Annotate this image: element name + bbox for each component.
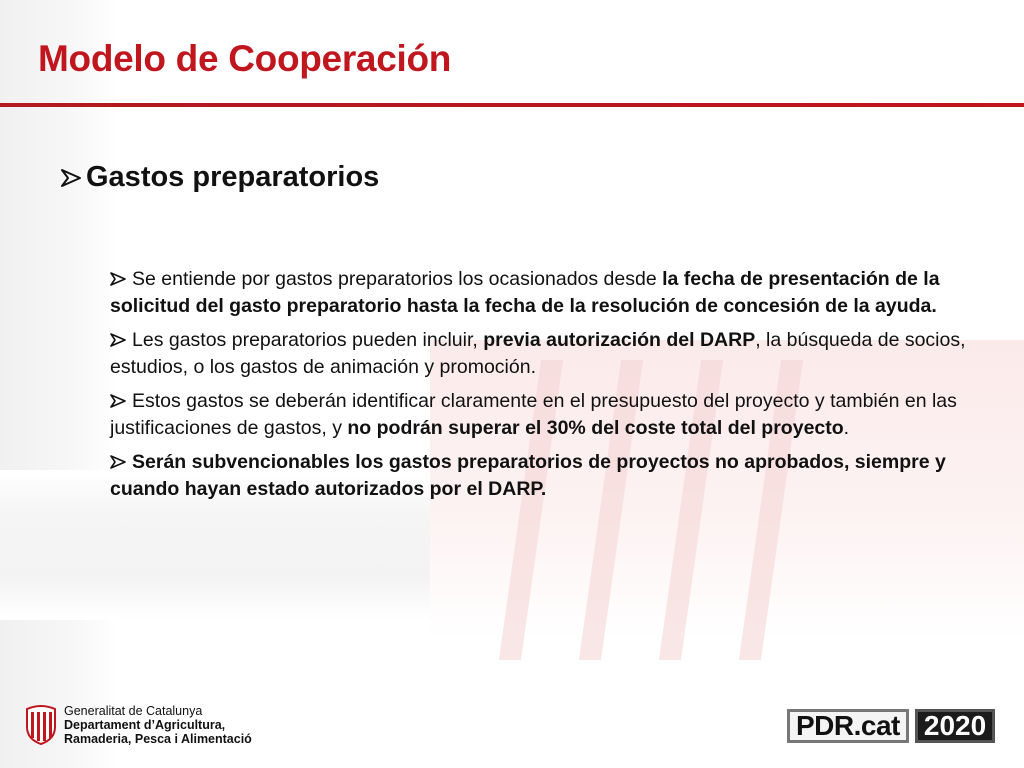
bullet-item — [110, 327, 1000, 381]
bullet-text: , la búsqueda de socios, estudios, o los gastos de animación y promoción. — [110, 329, 966, 378]
bullet-text-bold: Serán subvencionables los gastos preparatorios de proyectos no aprobados, siempre y cuando hayan estado autorizados por el DARP. — [110, 451, 946, 500]
arrowhead-icon — [60, 167, 82, 189]
section-heading-text: Gastos preparatorios — [86, 161, 380, 193]
pdr-name: PDR.cat — [787, 709, 909, 743]
bullet-text-bold: previa autorización del DARP — [483, 329, 756, 351]
bullet-list — [110, 266, 1000, 510]
pdr-year: 2020 — [915, 709, 995, 743]
org-line-1: Generalitat de Catalunya — [64, 704, 203, 718]
bullet-text: Se entiende por gastos preparatorios los ocasionados desde — [132, 268, 663, 290]
bullet-text-bold: la fecha de presentación de la solicitud del gasto preparatorio hasta la fecha de la resolución de concesión de la ayuda. — [110, 268, 940, 317]
arrowhead-icon — [110, 455, 126, 469]
slide-title: Modelo de Cooperación — [38, 38, 452, 79]
arrowhead-icon — [110, 272, 126, 286]
pdr-logo — [787, 709, 995, 743]
section-heading — [60, 161, 379, 194]
bullet-item — [110, 449, 1000, 503]
bullet-text: Estos gastos se deberán identificar claramente en el presupuesto del proyecto y también en las justificaciones de gastos, y — [110, 390, 957, 439]
bullet-text: Les gastos preparatorios pueden incluir, — [132, 329, 484, 351]
arrowhead-icon — [110, 333, 126, 347]
org-name — [64, 704, 252, 746]
bullet-text: . — [843, 417, 850, 439]
generalitat-logo — [24, 704, 252, 746]
bullet-item — [110, 388, 1000, 442]
org-line-3: Ramaderia, Pesca i Alimentació — [64, 732, 252, 746]
bullet-text-bold: no podrán superar el 30% del coste total del proyecto — [347, 417, 844, 439]
org-line-2: Departament d’Agricultura, — [64, 718, 226, 732]
watermark-left — [0, 0, 120, 768]
generalitat-emblem-icon — [24, 705, 58, 745]
bullet-item — [110, 266, 1000, 320]
arrowhead-icon — [110, 394, 126, 408]
title-divider — [0, 103, 1024, 107]
